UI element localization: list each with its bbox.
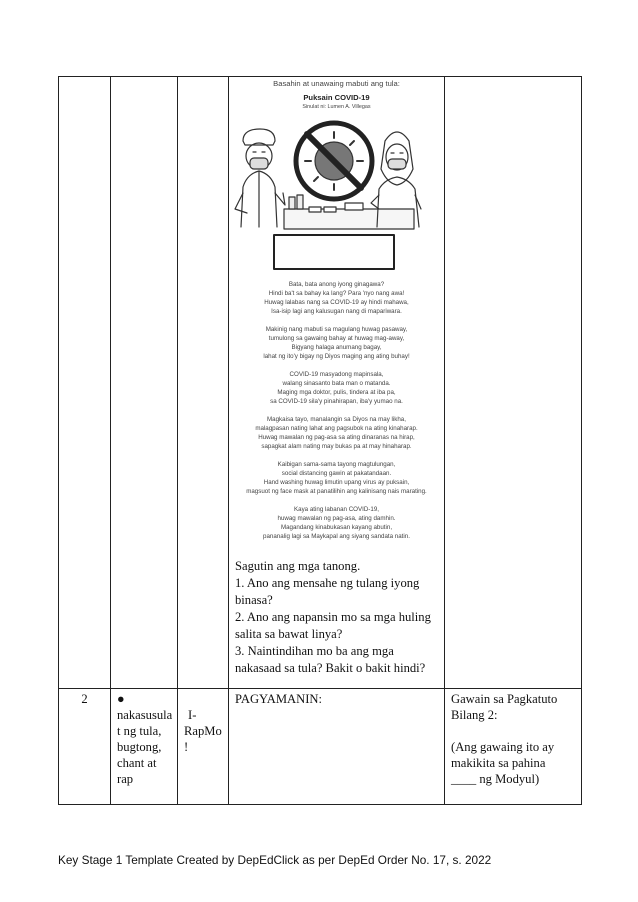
section-cell [229, 689, 445, 805]
poem-line: Huwag lalabas nang sa COVID-19 ay hindi mahawa, [264, 299, 409, 306]
question-line: nakasaad sa tula? Bakit o bakit hindi? [235, 661, 426, 675]
questions-heading: Sagutin ang mga tanong. [235, 559, 361, 573]
poem-line: Huwag mawalan ng pag-asa sa ating dinaranas na hirap, [258, 434, 415, 441]
page-footer: Key Stage 1 Template Created by DepEdClick as per DepEd Order No. 17, s. 2022 [58, 853, 492, 867]
poem-stanza [229, 460, 444, 496]
poem-line: huwag mawalan ng pag-asa, ating damhin. [277, 515, 396, 522]
poem-stanza [229, 280, 444, 316]
topic-line: RapMo [184, 724, 222, 738]
poem-line: Bigyang halaga anumang bagay, [291, 344, 382, 351]
cell-empty [178, 77, 229, 689]
activity-line: makikita sa pahina [451, 756, 546, 770]
poem-line: Makinig nang mabuti sa magulang huwag pasaway, [265, 326, 408, 333]
activity-line: (Ang gawaing ito ay [451, 740, 555, 754]
poem-stanza [229, 325, 444, 361]
question-line: 1. Ano ang mensahe ng tulang iyong [235, 576, 420, 590]
poem-line: Isa-isip lagi ang kalusugan nang di mapariwara. [271, 308, 402, 315]
poem-line: sa COVID-19 sila'y pinahirapan, iba'y yumao na. [270, 398, 403, 405]
row-number: 2 [59, 689, 111, 805]
section-label: PAGYAMANIN: [235, 692, 323, 706]
poem-stanza [229, 370, 444, 406]
covid-illustration [229, 119, 445, 271]
poem-line: Hindi ba't sa bahay ka lang? Para 'nyo nang awa! [268, 290, 405, 297]
poem-cell [229, 77, 445, 689]
activity-line: ____ ng Modyul) [451, 772, 540, 786]
poem-line: Kaya ating labanan COVID-19, [294, 506, 379, 513]
poem-line: Kaibigan sama-sama tayong magtulungan, [277, 461, 396, 468]
question-line: 3. Naintindihan mo ba ang mga [235, 644, 394, 658]
poem-title: Puksain COVID-19 [303, 93, 370, 102]
poem-line: lahat ng ito'y bigay ng Diyos maging ang ating buhay! [263, 353, 410, 360]
poem-line: malagpasan nating lahat ang pagsubok na ating kinaharap. [255, 425, 418, 432]
activity-line [451, 723, 577, 739]
competency-line: rap [117, 772, 134, 786]
poem-line: sapagkat alam nating may bukas pa at may hinaharap. [261, 443, 412, 450]
competency-line: chant at [117, 756, 157, 770]
poem-line: Bata, bata anong iyong ginagawa? [288, 281, 385, 288]
topic-line: I- [188, 708, 197, 722]
poem-line: Magkaisa tayo, manalangin sa Diyos na may likha, [267, 416, 406, 423]
poem-line: Hand washing huwag limutin upang virus ay puksain, [263, 479, 410, 486]
bullet-icon: ● [117, 692, 125, 706]
cell-empty [111, 77, 178, 689]
poem-line: tumulong sa gawaing bahay at huwag mag-away, [268, 335, 405, 342]
poem-line: pananalig lagi sa Maykapal ang siyang sandata natin. [263, 533, 410, 540]
topic-cell [178, 689, 229, 805]
poem-instruction: Basahin at unawaing mabuti ang tula: [273, 79, 400, 88]
cell-empty [445, 77, 582, 689]
poem-author: Sinulat ni: Lumen A. Villegas [302, 104, 371, 110]
poem-line: Magandang kinabukasan kayang abutin, [280, 524, 393, 531]
topic-line: ! [184, 740, 189, 754]
poem-stanza [229, 415, 444, 451]
table-row [59, 77, 582, 689]
activity-line: Bilang 2: [451, 708, 498, 722]
competency-cell [111, 689, 178, 805]
activity-line: Gawain sa Pagkatuto [451, 692, 558, 706]
poem-line: walang sinasanto bata man o matanda. [282, 380, 391, 387]
competency-line: t ng tula, [117, 724, 162, 738]
question-line: binasa? [235, 593, 273, 607]
competency-line: bugtong, [117, 740, 162, 754]
cell-empty [59, 77, 111, 689]
poem-line: Maging mga doktor, pulis, tindera at iba pa, [277, 389, 396, 396]
activity-cell [445, 689, 582, 805]
competency-line: nakasusula [117, 708, 173, 722]
questions-block [229, 554, 444, 677]
table-row [59, 689, 582, 805]
poem-line: magsuot ng face mask at panatilihin ang kalinisang nais marating. [246, 488, 427, 495]
poem-stanza [229, 505, 444, 541]
question-line: salita sa bawat linya? [235, 627, 343, 641]
poem-line: social distancing gawin at pakatandaan. [281, 470, 392, 477]
question-line: 2. Ano ang napansin mo sa mga huling [235, 610, 431, 624]
poem-line: COVID-19 masyadong mapinsala, [289, 371, 384, 378]
lesson-table [58, 76, 582, 805]
poem-illustration [229, 77, 444, 554]
